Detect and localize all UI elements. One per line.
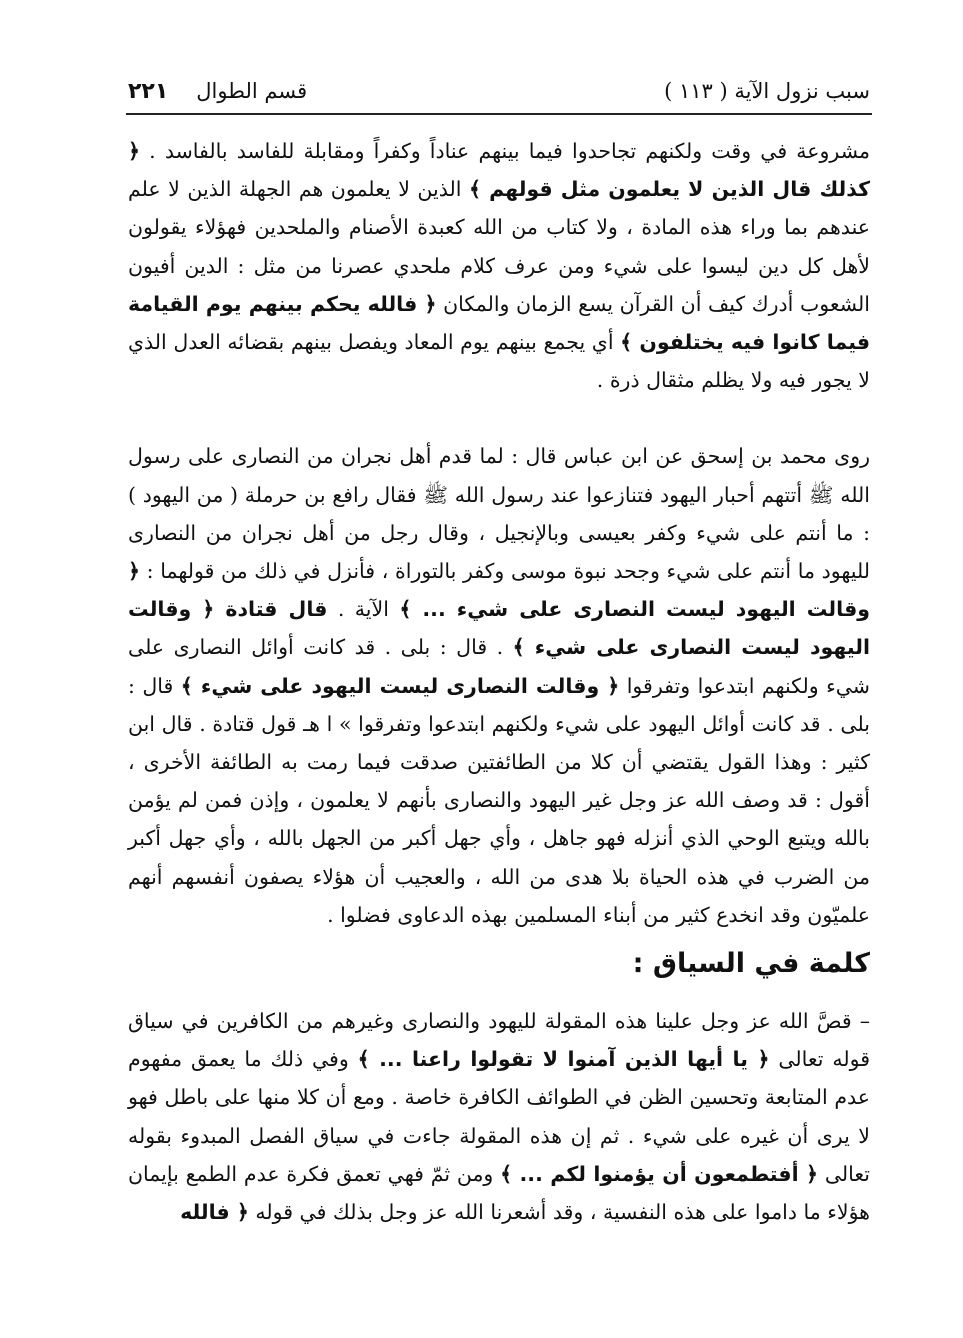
para2-quran-quote-1: ﴿ وقالت اليهود ليست النصارى على شيء ... ﴾	[128, 559, 870, 622]
para2-text-1: روى محمد بن إسحق عن ابن عباس قال : لما قدم أهل نجران من النصارى على رسول الله ﷺ أتتهم أحبار اليهود فتنازعوا عند رسول الله ﷺ فقال رافع بن حرملة ( من اليهود ) : ما أنتم على شيء وكفر بعيسى وبالإنجيل ، وقال رجل من أهل نجران من النصارى لليهود ما أنتم على شيء وجحد نبوة موسى وكفر بالتوراة ، فأنزل في ذلك من قولهما :	[128, 444, 870, 584]
para2-text-2: الآية .	[327, 597, 400, 622]
section-name: قسم الطوال	[196, 79, 308, 103]
paragraph-2	[128, 437, 870, 934]
paragraph-3	[128, 1002, 870, 1231]
main-text	[128, 132, 870, 934]
para3-text-1: – قصَّ الله عز وجل علينا هذه المقولة لليهود والنصارى وغيرهم من الكافرين في سياق قوله تعالى	[128, 1009, 870, 1072]
page-number: ٢٢١	[128, 78, 169, 104]
para2-text-4: قال : بلى . قد كانت أوائل اليهود على شيء ولكنهم ابتدعوا وتفرقوا » ا هـ قول قتادة . قال ابن كثير : وهذا القول يقتضي أن كلا من الطائفتين صدقت فيما رمت به الطائفة الأخرى ، أقول : قد وصف الله عز وجل غير اليهود والنصارى بأنهم لا يعلمون ، وإذن فمن لم يؤمن بالله ويتبع الوحي الذي أنزله فهو جاهل ، وأي جهل أكبر من الجهل بالله ، وأي جهل أكبر من الضرب في هذه الحياة بلا هدى من الله ، والعجيب أن هؤلاء يصفون أنفسهم أنهم علميّون وقد انخدع كثير من أبناء المسلمين بهذه الدعاوى فضلوا .	[128, 673, 870, 927]
para2-quran-quote-3: ﴿ وقالت النصارى ليست اليهود على شيء ﴾	[180, 673, 620, 698]
page-header	[128, 74, 870, 108]
paragraph-1	[128, 132, 870, 399]
section-heading: كلمة في السياق :	[632, 948, 870, 979]
para1-text-2: الذين لا يعلمون هم الجهلة الذين لا علم عندهم بما وراء هذه المادة ، ولا كتاب من الله كعبدة الأصنام والملحدين فهؤلاء يقولون لأهل كل دين ليسوا على شيء ومن عرف كلام ملحدي عصرنا من مثل : الدين أفيون الشعوب أدرك كيف أن القرآن يسع الزمان والمكان	[128, 177, 870, 316]
para3-quran-quote-1: ﴿ يا أيها الذين آمنوا لا تقولوا راعنا ... ﴾	[357, 1047, 770, 1072]
para3-text-2: وفي ذلك ما يعمق مفهوم عدم المتابعة وتحسين الظن في الطوائف الكافرة خاصة . ومع أن كلا منها على باطل فهو لا يرى أن غيره على شيء . ثم إن هذه المقولة جاءت في سياق الفصل المبدوء بقوله تعالى	[128, 1047, 870, 1186]
header-section-block	[128, 79, 307, 104]
para2-text-3: . قال : بلى . قد كانت أوائل النصارى على شيء ولكنهم ابتدعوا وتفرقوا	[128, 635, 870, 698]
para2-quran-quote-2: قال قتادة ﴿ وقالت اليهود ليست النصارى على شيء ﴾	[128, 597, 870, 660]
para3-text-3: ومن ثمّ فهي تعمق فكرة عدم الطمع بإيمان هؤلاء ما داموا على هذه النفسية ، وقد أشعرنا الله عز وجل بذلك في قوله	[128, 1161, 870, 1225]
para3-quran-quote-2: ﴿ أفتطمعون أن يؤمنوا لكم ... ﴾	[500, 1161, 819, 1186]
para1-text-1: مشروعة في وقت ولكنهم تجاحدوا فيما بينهم عناداً وكفراً ومقابلة للفاسد بالفاسد .	[140, 139, 870, 163]
para1-quran-quote-1: ﴿ كذلك قال الذين لا يعلمون مثل قولهم ﴾	[128, 139, 871, 202]
header-rule	[126, 113, 872, 115]
para3-quran-quote-3: ﴿ فالله	[180, 1200, 249, 1225]
para1-quran-quote-2: ﴿ فالله يحكم بينهم يوم القيامة فيما كانوا فيه يختلفون ﴾	[128, 291, 870, 355]
header-chapter-title	[664, 79, 870, 103]
para1-text-3: أي يجمع بينهم يوم المعاد ويفصل بينهم بقضائه العدل الذي لا يجور فيه ولا يظلم مثقال ذرة .	[128, 330, 870, 393]
chapter-title-text: سبب نزول الآية ( ١١٣ )	[664, 79, 870, 103]
